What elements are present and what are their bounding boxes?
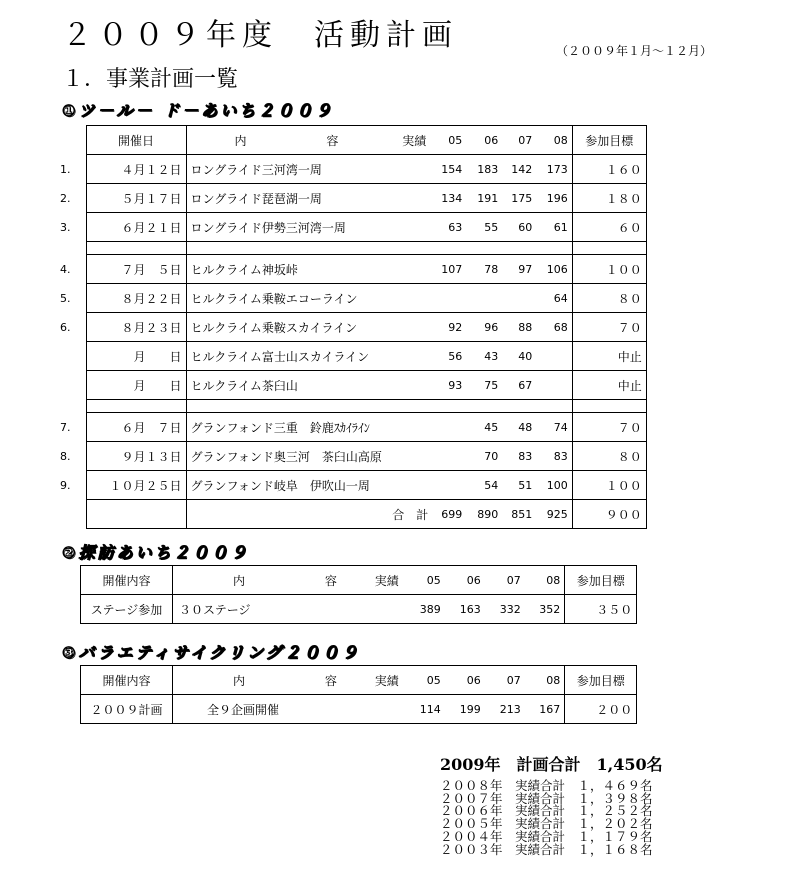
results-history-line: ２００８年 実績合計 １，４６９名 bbox=[440, 778, 653, 793]
row-y06: 70 bbox=[466, 442, 502, 471]
row-kind: ステージ参加 bbox=[81, 595, 173, 624]
spacer-row bbox=[56, 242, 646, 255]
row-kind: ２００９計画 bbox=[81, 695, 173, 724]
row-date: ８月２２日 bbox=[86, 284, 186, 313]
header-content-a: 内 bbox=[233, 673, 246, 688]
row-y05: 154 bbox=[430, 155, 466, 184]
header-y06: 06 bbox=[445, 666, 485, 695]
row-number bbox=[56, 342, 86, 371]
row-y05 bbox=[430, 471, 466, 500]
row-y07: 67 bbox=[502, 371, 536, 400]
header-results: 実績 bbox=[374, 673, 399, 688]
table-row bbox=[56, 213, 646, 242]
total-y05: 699 bbox=[430, 500, 466, 529]
row-target: ７０ bbox=[572, 313, 646, 342]
row-name bbox=[173, 595, 403, 624]
row-y07: 332 bbox=[485, 595, 525, 624]
table-row bbox=[56, 342, 646, 371]
row-y07: 175 bbox=[502, 184, 536, 213]
row-y08 bbox=[536, 342, 572, 371]
variety-heading: ③バラエティサイクリング２００９ bbox=[62, 643, 361, 662]
row-target: ８０ bbox=[572, 442, 646, 471]
row-number: 6. bbox=[60, 320, 71, 334]
row-name: ヒルクライム富士山スカイライン bbox=[186, 342, 430, 371]
row-y06: 43 bbox=[466, 342, 502, 371]
row-y07: 97 bbox=[502, 255, 536, 284]
row-y05 bbox=[430, 413, 466, 442]
header-content bbox=[173, 666, 403, 695]
row-y08: 64 bbox=[536, 284, 572, 313]
header-date: 開催日 bbox=[86, 126, 186, 155]
row-y05: 92 bbox=[430, 313, 466, 342]
total-y06: 890 bbox=[466, 500, 502, 529]
row-date: ６月 ７日 bbox=[86, 413, 186, 442]
header-y05: 05 bbox=[403, 566, 445, 595]
row-y07: 88 bbox=[502, 313, 536, 342]
row-name-text: 全９企画開催 bbox=[207, 702, 280, 717]
row-y06: 55 bbox=[466, 213, 502, 242]
header-content-b: 容 bbox=[324, 573, 337, 588]
tanbo-header-row bbox=[81, 566, 637, 595]
row-date: ７月 ５日 bbox=[86, 255, 186, 284]
header-y06: 06 bbox=[466, 126, 502, 155]
table-row bbox=[56, 442, 646, 471]
row-y06 bbox=[466, 284, 502, 313]
row-y06: 199 bbox=[445, 695, 485, 724]
row-name: グランフォンド三重 鈴鹿ｽｶｲﾗｲﾝ bbox=[186, 413, 430, 442]
row-y08: 100 bbox=[536, 471, 572, 500]
header-y08: 08 bbox=[525, 666, 565, 695]
table-row bbox=[56, 413, 646, 442]
row-y08: 68 bbox=[536, 313, 572, 342]
header-results: 実績 bbox=[374, 573, 399, 588]
row-name: ヒルクライム乗鞍エコーライン bbox=[186, 284, 430, 313]
row-y08 bbox=[536, 371, 572, 400]
row-y08: 352 bbox=[525, 595, 565, 624]
table-row bbox=[56, 255, 646, 284]
row-target: ２００ bbox=[565, 695, 637, 724]
results-history-line: ２００３年 実績合計 １，１６８名 bbox=[440, 841, 653, 857]
table-row bbox=[56, 471, 646, 500]
header-y05: 05 bbox=[430, 126, 466, 155]
table-row bbox=[56, 284, 646, 313]
row-number: 2. bbox=[60, 191, 71, 205]
row-name: グランフォンド岐阜 伊吹山一周 bbox=[186, 471, 430, 500]
row-y06: 96 bbox=[466, 313, 502, 342]
row-date: １０月２５日 bbox=[86, 471, 186, 500]
header-y07: 07 bbox=[485, 666, 525, 695]
table-row bbox=[56, 371, 646, 400]
row-target: 中止 bbox=[572, 371, 646, 400]
row-number: 7. bbox=[60, 420, 71, 434]
section-title: １．事業計画一覧 bbox=[62, 67, 239, 92]
row-date: ８月２３日 bbox=[86, 313, 186, 342]
row-name: ロングライド琵琶湖一周 bbox=[186, 184, 430, 213]
row-y08: 74 bbox=[536, 413, 572, 442]
row-name-text: ３０ステージ bbox=[179, 602, 251, 617]
row-y08: 173 bbox=[536, 155, 572, 184]
header-results: 実績 bbox=[402, 133, 427, 148]
row-y08: 106 bbox=[536, 255, 572, 284]
page-title: ２００９年度 活動計画 bbox=[62, 18, 458, 53]
total-row bbox=[56, 500, 646, 529]
row-name: ロングライド伊勢三河湾一周 bbox=[186, 213, 430, 242]
row-number: 8. bbox=[60, 449, 71, 463]
header-content bbox=[173, 566, 403, 595]
results-history-line: ２００６年 実績合計 １，２５２名 bbox=[440, 803, 653, 819]
row-y07: 83 bbox=[502, 442, 536, 471]
row-name bbox=[173, 695, 403, 724]
header-content-a: 内 bbox=[233, 573, 246, 588]
header-target: 参加目標 bbox=[565, 566, 637, 595]
row-target: １８０ bbox=[572, 184, 646, 213]
row-name: ロングライド三河湾一周 bbox=[186, 155, 430, 184]
row-y08: 61 bbox=[536, 213, 572, 242]
row-y05: 56 bbox=[430, 342, 466, 371]
total-target: ９００ bbox=[572, 500, 646, 529]
row-y06: 75 bbox=[466, 371, 502, 400]
row-name: グランフォンド奥三河 茶臼山高原 bbox=[186, 442, 430, 471]
plan-total: 2009年 計画合計 1,450名 bbox=[440, 755, 663, 774]
row-y08: 83 bbox=[536, 442, 572, 471]
table-row bbox=[56, 184, 646, 213]
row-y06: 45 bbox=[466, 413, 502, 442]
header-kind: 開催内容 bbox=[81, 666, 173, 695]
row-target: ７０ bbox=[572, 413, 646, 442]
row-number: 9. bbox=[60, 478, 71, 492]
row-target: ３５０ bbox=[565, 595, 637, 624]
row-date: ６月２１日 bbox=[86, 213, 186, 242]
header-y07: 07 bbox=[502, 126, 536, 155]
row-name: ヒルクライム神坂峠 bbox=[186, 255, 430, 284]
row-y05: 134 bbox=[430, 184, 466, 213]
row-date: ４月１２日 bbox=[86, 155, 186, 184]
row-y07 bbox=[502, 284, 536, 313]
row-y06: 163 bbox=[445, 595, 485, 624]
header-y08: 08 bbox=[536, 126, 572, 155]
header-y05: 05 bbox=[403, 666, 445, 695]
tour-header-row bbox=[56, 126, 646, 155]
row-y07: 142 bbox=[502, 155, 536, 184]
tanbo-table bbox=[80, 565, 637, 624]
header-y07: 07 bbox=[485, 566, 525, 595]
row-y05 bbox=[430, 442, 466, 471]
row-number bbox=[56, 371, 86, 400]
header-y08: 08 bbox=[525, 566, 565, 595]
table-row bbox=[81, 595, 637, 624]
results-history-line: ２００７年 実績合計 １，３９８名 bbox=[440, 790, 653, 806]
row-date: 月 日 bbox=[86, 342, 186, 371]
row-date: ９月１３日 bbox=[86, 442, 186, 471]
row-number: 5. bbox=[60, 291, 71, 305]
results-history-line: ２００５年 実績合計 １，２０２名 bbox=[440, 816, 653, 832]
row-name: ヒルクライム乗鞍スカイライン bbox=[186, 313, 430, 342]
header-content-a: 内 bbox=[234, 133, 247, 148]
period-label: （２００９年１月～１２月） bbox=[556, 44, 713, 58]
table-row bbox=[81, 695, 637, 724]
tanbo-heading: ②探訪あいち２００９ bbox=[62, 543, 250, 562]
header-content-b: 容 bbox=[326, 133, 339, 148]
row-date: 月 日 bbox=[86, 371, 186, 400]
variety-table bbox=[80, 665, 637, 724]
row-target: １００ bbox=[572, 255, 646, 284]
row-y05: 63 bbox=[430, 213, 466, 242]
variety-header-row bbox=[81, 666, 637, 695]
row-y08: 167 bbox=[525, 695, 565, 724]
row-name: ヒルクライム茶臼山 bbox=[186, 371, 430, 400]
row-target: １００ bbox=[572, 471, 646, 500]
row-number: 1. bbox=[60, 162, 71, 176]
header-content-b: 容 bbox=[324, 673, 337, 688]
row-y07: 60 bbox=[502, 213, 536, 242]
table-row bbox=[56, 313, 646, 342]
header-y06: 06 bbox=[445, 566, 485, 595]
row-y05: 114 bbox=[403, 695, 445, 724]
row-target: ６０ bbox=[572, 213, 646, 242]
row-y05: 389 bbox=[403, 595, 445, 624]
header-target: 参加目標 bbox=[565, 666, 637, 695]
row-date: ５月１７日 bbox=[86, 184, 186, 213]
spacer-row bbox=[56, 400, 646, 413]
total-y08: 925 bbox=[536, 500, 572, 529]
header-content bbox=[186, 126, 430, 155]
row-y08: 196 bbox=[536, 184, 572, 213]
results-history-line: ２００４年 実績合計 １，１７９名 bbox=[440, 828, 653, 844]
row-target: 中止 bbox=[572, 342, 646, 371]
row-y07: 213 bbox=[485, 695, 525, 724]
row-y06: 78 bbox=[466, 255, 502, 284]
results-history bbox=[440, 780, 653, 856]
row-number: 3. bbox=[60, 220, 71, 234]
row-y05 bbox=[430, 284, 466, 313]
total-y07: 851 bbox=[502, 500, 536, 529]
table-row bbox=[56, 155, 646, 184]
header-kind: 開催内容 bbox=[81, 566, 173, 595]
tour-heading: ①ツ－ル－ ド－あいち２００９ bbox=[62, 101, 335, 120]
row-number: 4. bbox=[60, 262, 71, 276]
row-target: ８０ bbox=[572, 284, 646, 313]
row-y05: 93 bbox=[430, 371, 466, 400]
tour-table bbox=[56, 125, 647, 529]
total-label: 合 計 bbox=[186, 500, 430, 529]
row-y07: 40 bbox=[502, 342, 536, 371]
row-y06: 54 bbox=[466, 471, 502, 500]
row-y06: 191 bbox=[466, 184, 502, 213]
row-target: １６０ bbox=[572, 155, 646, 184]
row-y07: 48 bbox=[502, 413, 536, 442]
row-y06: 183 bbox=[466, 155, 502, 184]
row-y05: 107 bbox=[430, 255, 466, 284]
header-target: 参加目標 bbox=[572, 126, 646, 155]
row-y07: 51 bbox=[502, 471, 536, 500]
